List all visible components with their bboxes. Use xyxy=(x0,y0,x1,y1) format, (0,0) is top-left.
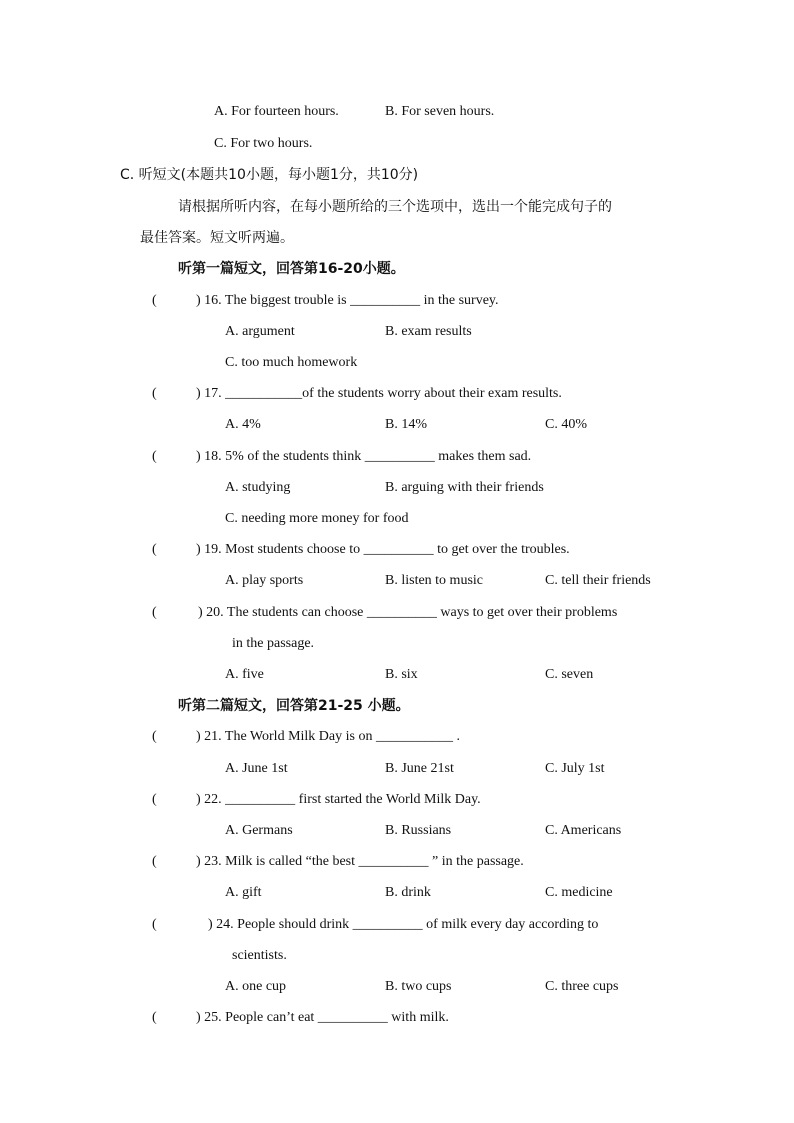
question-22-option-c: C. Americans xyxy=(545,823,622,838)
question-21-option-b: B. June 21st xyxy=(385,761,454,776)
question-21-stem: ) 21. The World Milk Day is on ___________ . xyxy=(196,729,460,744)
question-17-option-a: A. 4% xyxy=(225,417,261,432)
question-16-option-c: C. too much homework xyxy=(225,355,358,370)
question-24-option-b: B. two cups xyxy=(385,979,452,994)
question-16-option-b: B. exam results xyxy=(385,324,472,339)
question-24-stem-cont: scientists. xyxy=(232,948,287,963)
prev-option-a: A. For fourteen hours. xyxy=(214,104,339,119)
prev-option-b: B. For seven hours. xyxy=(385,104,495,119)
question-18-option-c: C. needing more money for food xyxy=(225,511,409,526)
question-16-stem: ) 16. The biggest trouble is __________ in the survey. xyxy=(196,293,499,308)
question-20-option-a: A. five xyxy=(225,667,264,682)
question-20-stem-cont: in the passage. xyxy=(232,636,315,651)
question-23-option-c: C. medicine xyxy=(545,885,613,900)
question-18-stem: ) 18. 5% of the students think __________ makes them sad. xyxy=(196,449,532,464)
question-18-option-b: B. arguing with their friends xyxy=(385,480,544,495)
question-20-option-c: C. seven xyxy=(545,667,594,682)
answer-paren: ( xyxy=(152,854,157,869)
question-20-stem: ) 20. The students can choose __________ ways to get over their problems xyxy=(198,605,618,620)
answer-paren: ( xyxy=(152,605,157,620)
question-20-option-b: B. six xyxy=(385,667,418,682)
question-23-option-b: B. drink xyxy=(385,885,431,900)
question-22-option-b: B. Russians xyxy=(385,823,452,838)
prev-option-c: C. For two hours. xyxy=(214,136,313,151)
answer-paren: ( xyxy=(152,542,157,557)
question-19-option-b: B. listen to music xyxy=(385,573,483,588)
passage-2-title: 听第二篇短文，回答第21-25 小题。 xyxy=(178,698,410,714)
question-24-option-c: C. three cups xyxy=(545,979,619,994)
answer-paren: ( xyxy=(152,729,157,744)
passage-1-title: 听第一篇短文，回答第16-20小题。 xyxy=(178,261,405,277)
question-17-stem: ) 17. ___________of the students worry about their exam results. xyxy=(196,386,562,401)
answer-paren: ( xyxy=(152,917,157,932)
question-21-option-c: C. July 1st xyxy=(545,761,605,776)
question-22-option-a: A. Germans xyxy=(225,823,293,838)
question-24-stem: ) 24. People should drink __________ of milk every day according to xyxy=(208,917,599,932)
section-c-instruction-2: 最佳答案。短文听两遍。 xyxy=(140,230,294,246)
question-25-stem: ) 25. People can’t eat __________ with milk. xyxy=(196,1010,449,1025)
question-19-stem: ) 19. Most students choose to __________ to get over the troubles. xyxy=(196,542,570,557)
question-22-stem: ) 22. __________ first started the World Milk Day. xyxy=(196,792,481,807)
question-23-option-a: A. gift xyxy=(225,885,262,900)
question-19-option-c: C. tell their friends xyxy=(545,573,651,588)
question-24-option-a: A. one cup xyxy=(225,979,287,994)
section-c-instruction-1: 请根据所听内容，在每小题所给的三个选项中，选出一个能完成句子的 xyxy=(178,199,612,215)
question-16-option-a: A. argument xyxy=(225,324,295,339)
question-17-option-b: B. 14% xyxy=(385,417,427,432)
question-21-option-a: A. June 1st xyxy=(225,761,288,776)
answer-paren: ( xyxy=(152,449,157,464)
answer-paren: ( xyxy=(152,1010,157,1025)
question-18-option-a: A. studying xyxy=(225,480,291,495)
answer-paren: ( xyxy=(152,792,157,807)
section-c-heading: C. 听短文(本题共10小题，每小题1分，共10分) xyxy=(120,167,419,183)
question-23-stem: ) 23. Milk is called “the best __________ ” in the passage. xyxy=(196,854,524,869)
answer-paren: ( xyxy=(152,293,157,308)
answer-paren: ( xyxy=(152,386,157,401)
question-19-option-a: A. play sports xyxy=(225,573,304,588)
question-17-option-c: C. 40% xyxy=(545,417,587,432)
